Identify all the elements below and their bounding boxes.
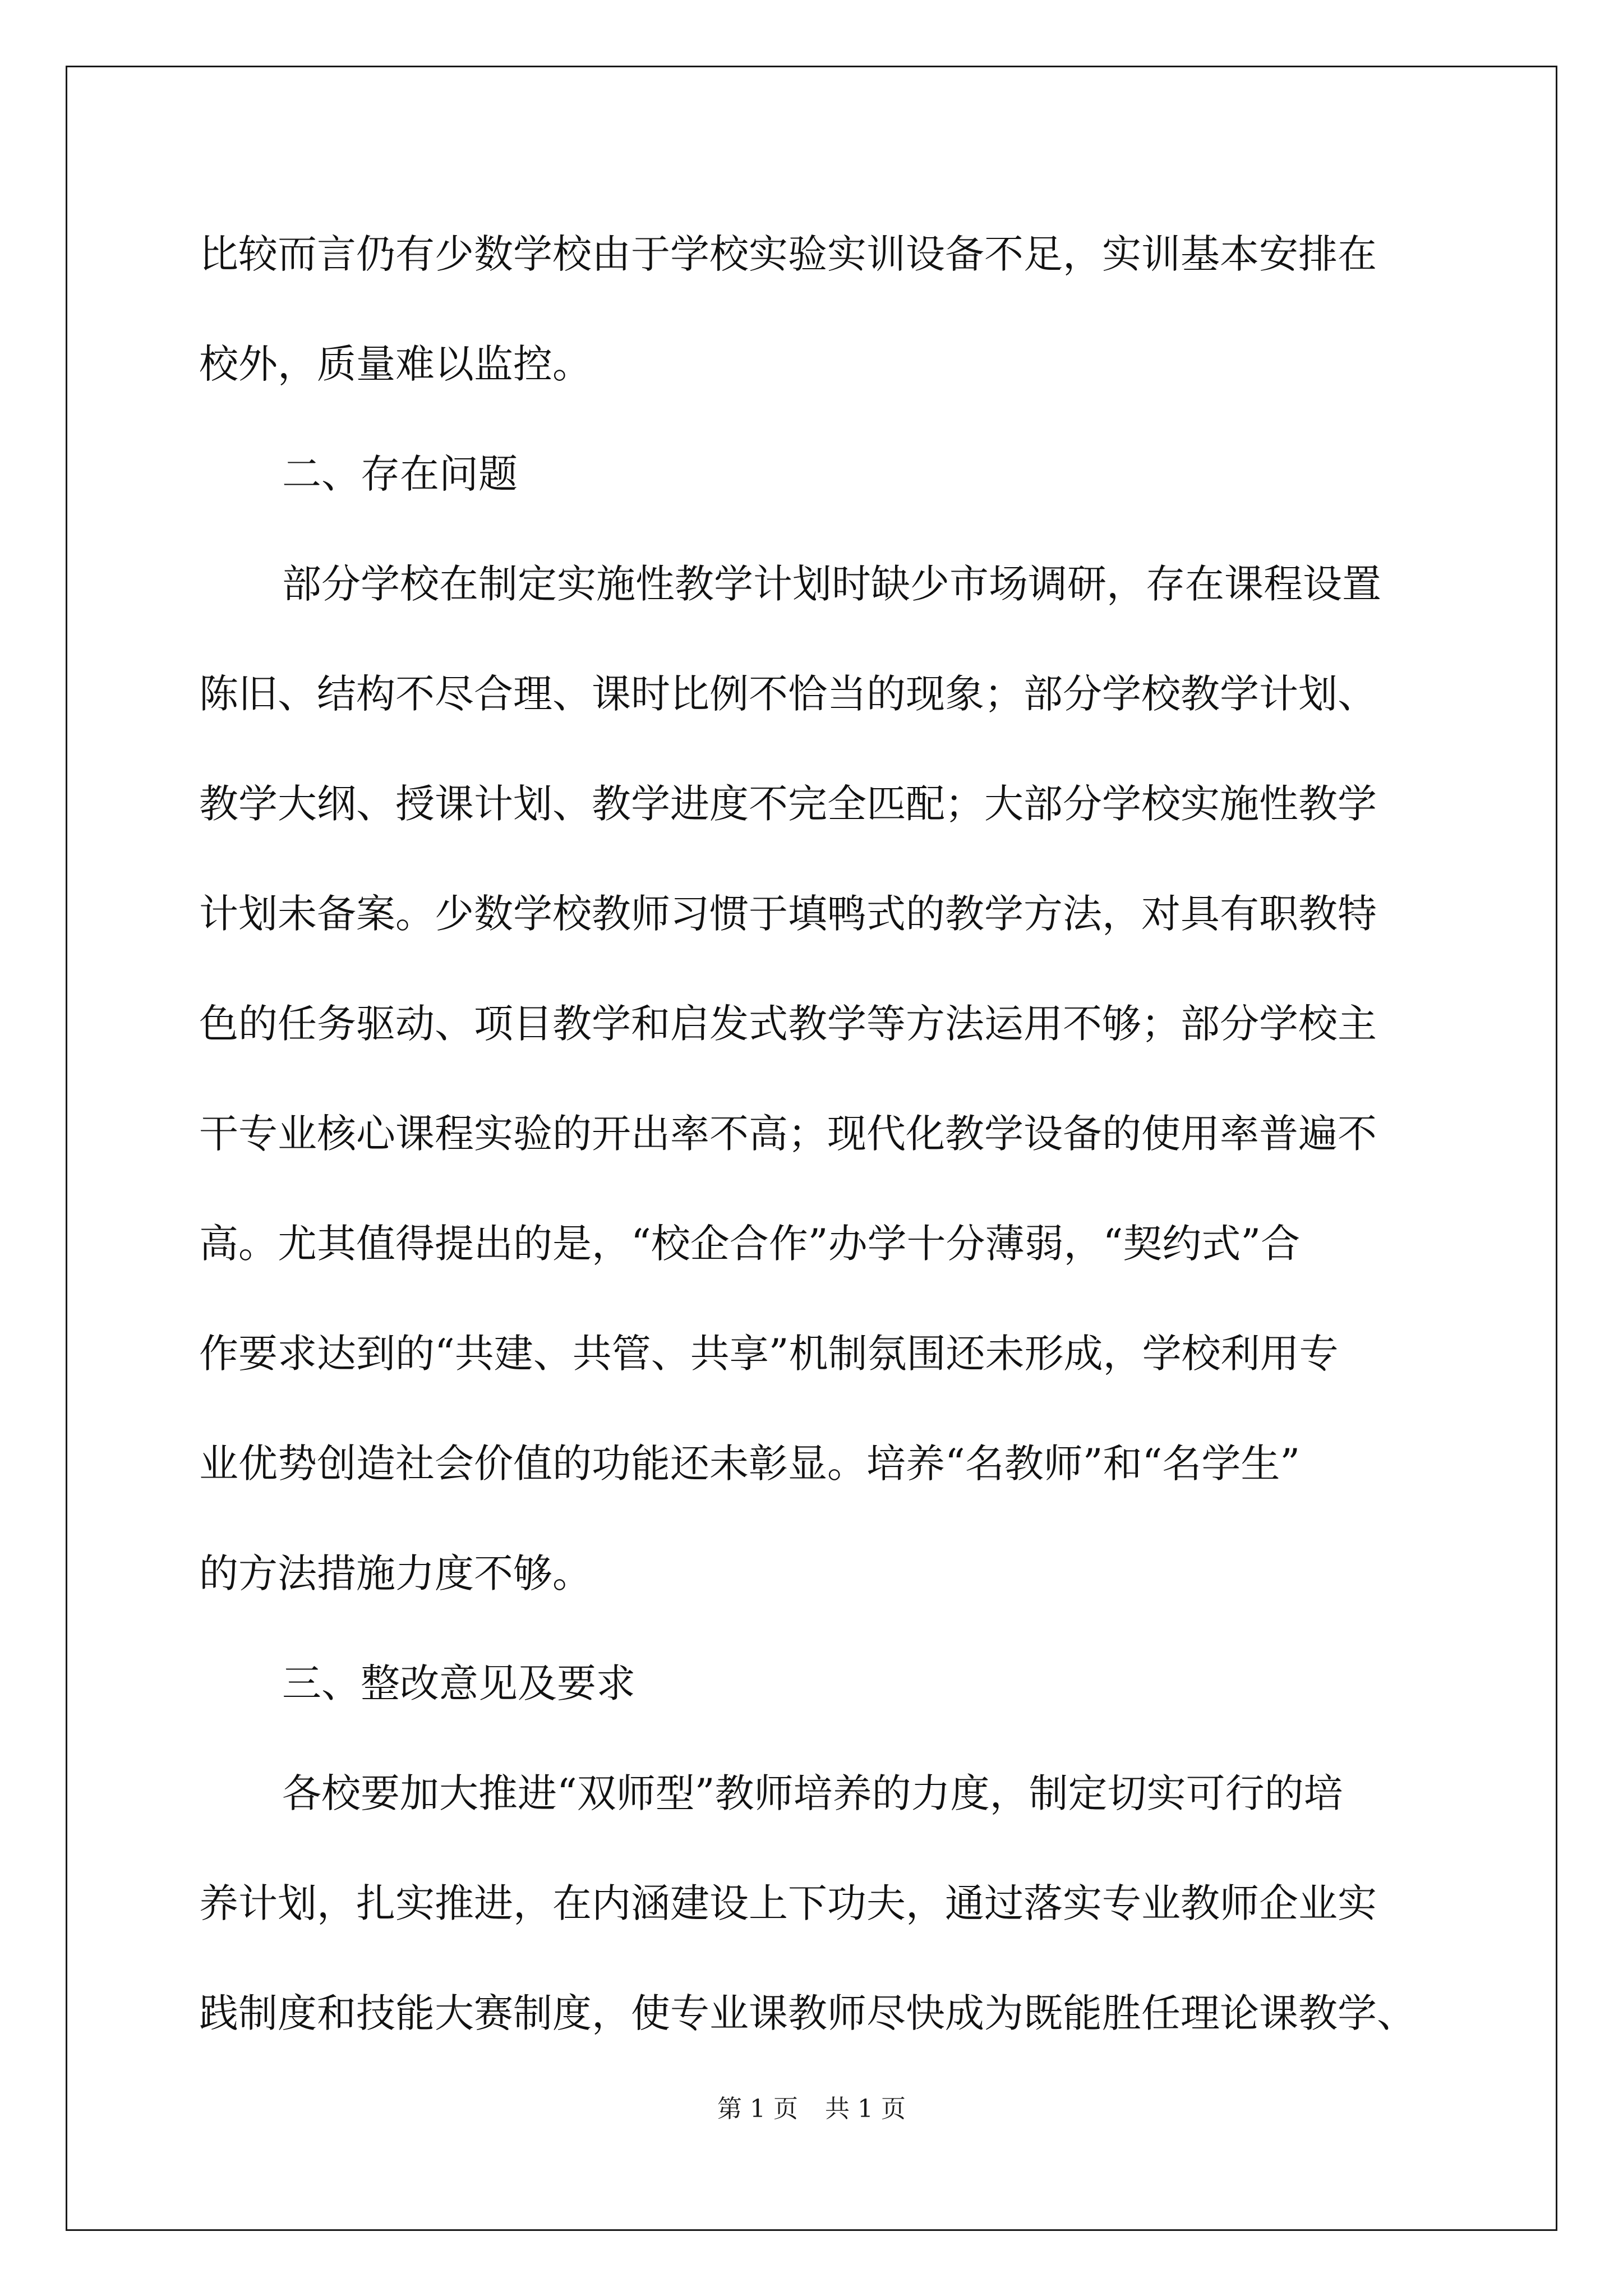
body-line: 践制度和技能大赛制度，使专业课教师尽快成为既能胜任理论课教学、 (199, 1990, 1416, 2036)
body-line: 各校要加大推进“双师型”教师培养的力度，制定切实可行的培 (282, 1770, 1343, 1816)
section-heading-rectification: 三、整改意见及要求 (282, 1660, 635, 1706)
body-line: 计划未备案。少数学校教师习惯于填鸭式的教学方法，对具有职教特 (199, 891, 1377, 937)
page-footer (0, 2092, 1623, 2126)
body-line: 养计划，扎实推进，在内涵建设上下功夫，通过落实专业教师企业实 (199, 1880, 1377, 1926)
body-line: 陈旧、结构不尽合理、课时比例不恰当的现象；部分学校教学计划、 (199, 671, 1377, 717)
body-line: 高。尤其值得提出的是，“校企合作”办学十分薄弱，“契约式”合 (199, 1221, 1301, 1267)
body-line: 色的任务驱动、项目教学和启发式教学等方法运用不够；部分学校主 (199, 1001, 1377, 1047)
body-line: 教学大纲、授课计划、教学进度不完全匹配；大部分学校实施性教学 (199, 781, 1377, 827)
body-line: 的方法措施力度不够。 (199, 1550, 592, 1596)
page-number: 第 1 页 (717, 2095, 798, 2123)
page-total: 共 1 页 (825, 2095, 906, 2123)
body-line: 比较而言仍有少数学校由于学校实验实训设备不足，实训基本安排在 (199, 231, 1377, 277)
body-line: 业优势创造社会价值的功能还未彰显。培养“名教师”和“名学生” (199, 1441, 1301, 1487)
body-line: 干专业核心课程实验的开出率不高；现代化教学设备的使用率普遍不 (199, 1111, 1377, 1157)
section-heading-problems: 二、存在问题 (282, 451, 518, 497)
body-line: 作要求达到的“共建、共管、共享”机制氛围还未形成，学校利用专 (199, 1331, 1339, 1377)
body-line: 校外，质量难以监控。 (199, 341, 592, 387)
document-body (199, 199, 1424, 2068)
body-line: 部分学校在制定实施性教学计划时缺少市场调研，存在课程设置 (282, 561, 1381, 607)
